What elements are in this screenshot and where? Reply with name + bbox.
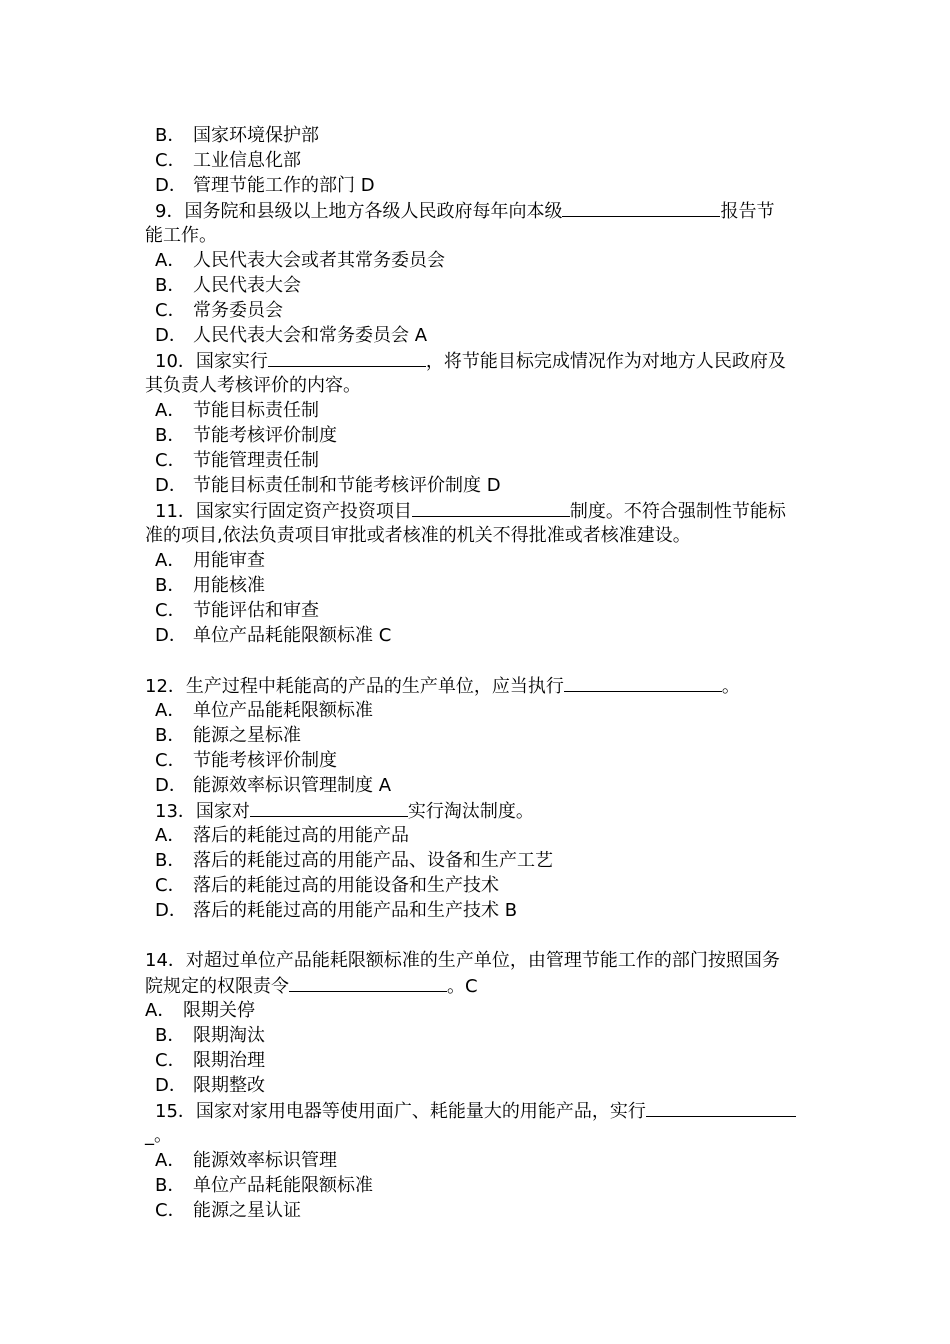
option-letter: A．: [145, 1000, 176, 1021]
option-text: 节能评估和审查: [193, 600, 319, 621]
option-letter: A．: [155, 550, 186, 571]
fill-in-blank: [289, 973, 447, 992]
option-text: 工业信息化部: [193, 150, 301, 171]
option-letter: B．: [155, 275, 186, 296]
answer-option: [145, 848, 810, 873]
option-text: 落后的耗能过高的用能设备和生产技术: [193, 875, 499, 896]
answer-option: [145, 398, 810, 423]
option-text: 单位产品能耗限额标准: [193, 700, 373, 721]
option-text: 节能考核评价制度: [193, 425, 337, 446]
answer-option: [145, 148, 810, 173]
option-text: 限期淘汰: [193, 1025, 265, 1046]
answer-option: [145, 623, 810, 648]
option-letter: D．: [155, 1075, 187, 1096]
option-letter: C．: [155, 1050, 186, 1071]
option-text: 限期治理: [193, 1050, 265, 1071]
option-text: 单位产品耗能限额标准: [193, 1175, 373, 1196]
option-letter: A．: [155, 825, 186, 846]
option-text: 节能目标责任制: [193, 400, 319, 421]
option-letter: D．: [155, 325, 187, 346]
question-text-after-blank: 报告节: [720, 201, 775, 222]
question-stem: [145, 198, 810, 223]
answer-option: [145, 998, 810, 1023]
option-letter: B．: [155, 125, 186, 146]
fill-in-blank: [646, 1098, 796, 1117]
document-page: [145, 123, 810, 1223]
question-stem: [145, 948, 810, 973]
option-letter: C．: [155, 875, 186, 896]
question-stem: [145, 348, 810, 373]
question-text: _。: [145, 1125, 172, 1146]
option-letter: A．: [155, 250, 186, 271]
answer-option: [145, 1198, 810, 1223]
option-letter: A．: [155, 400, 186, 421]
option-text: 节能考核评价制度: [193, 750, 337, 771]
answer-option: [145, 1023, 810, 1048]
question-continuation: [145, 223, 810, 248]
question-stem: [145, 973, 810, 998]
option-text: 国家环境保护部: [193, 125, 319, 146]
question-text: 9．国务院和县级以上地方各级人民政府每年向本级: [155, 201, 563, 222]
answer-option: [145, 448, 810, 473]
option-letter: D．: [155, 475, 187, 496]
question-continuation: [145, 373, 810, 398]
option-text: 人民代表大会: [193, 275, 301, 296]
option-text: 落后的耗能过高的用能产品: [193, 825, 409, 846]
question-text: 10．国家实行: [155, 351, 268, 372]
option-text: 限期整改: [193, 1075, 265, 1096]
option-letter: C．: [155, 450, 186, 471]
answer-option: [145, 123, 810, 148]
question-stem: [145, 798, 810, 823]
option-text: 用能审查: [193, 550, 265, 571]
option-text: 落后的耗能过高的用能产品、设备和生产工艺: [193, 850, 553, 871]
answer-option: [145, 248, 810, 273]
option-letter: C．: [155, 150, 186, 171]
answer-option: [145, 273, 810, 298]
answer-option: [145, 323, 810, 348]
question-text-after-blank: ，将节能目标完成情况作为对地方人民政府及: [425, 351, 786, 372]
fill-in-blank: [564, 673, 722, 692]
fill-in-blank: [250, 798, 408, 817]
question-text-after-blank: 制度。不符合强制性节能标: [569, 501, 786, 522]
blank-line-spacer: [145, 923, 810, 948]
option-letter: D．: [155, 175, 187, 196]
option-letter: A．: [155, 1150, 186, 1171]
option-letter: B．: [155, 1175, 186, 1196]
question-text: 15．国家对家用电器等使用面广、耗能量大的用能产品，实行: [155, 1101, 646, 1122]
answer-option: [145, 1048, 810, 1073]
question-text: 能工作。: [145, 225, 217, 246]
option-text: 节能目标责任制和节能考核评价制度 D: [193, 475, 501, 496]
answer-option: [145, 898, 810, 923]
question-stem: [145, 498, 810, 523]
answer-option: [145, 173, 810, 198]
fill-in-blank: [268, 348, 426, 367]
option-text: 限期关停: [183, 1000, 255, 1021]
option-letter: D．: [155, 900, 187, 921]
option-text: 用能核准: [193, 575, 265, 596]
option-letter: D．: [155, 625, 187, 646]
answer-option: [145, 1173, 810, 1198]
answer-option: [145, 548, 810, 573]
answer-option: [145, 573, 810, 598]
question-text: 13．国家对: [155, 801, 250, 822]
option-text: 能源效率标识管理制度 A: [193, 775, 392, 796]
answer-option: [145, 423, 810, 448]
option-letter: C．: [155, 750, 186, 771]
option-text: 常务委员会: [193, 300, 283, 321]
question-text: 准的项目,依法负责项目审批或者核准的机关不得批准或者核准建设。: [145, 525, 691, 546]
option-text: 能源效率标识管理: [193, 1150, 337, 1171]
option-text: 能源之星认证: [193, 1200, 301, 1221]
option-letter: B．: [155, 850, 186, 871]
option-text: 落后的耗能过高的用能产品和生产技术 B: [193, 900, 518, 921]
option-letter: C．: [155, 1200, 186, 1221]
question-continuation: [145, 1123, 810, 1148]
answer-option: [145, 1073, 810, 1098]
fill-in-blank: [412, 498, 570, 517]
option-text: 单位产品耗能限额标准 C: [193, 625, 392, 646]
option-text: 人民代表大会和常务委员会 A: [193, 325, 428, 346]
option-text: 人民代表大会或者其常务委员会: [193, 250, 445, 271]
answer-option: [145, 748, 810, 773]
option-letter: B．: [155, 425, 186, 446]
fill-in-blank: [562, 198, 720, 217]
option-letter: C．: [155, 600, 186, 621]
option-letter: B．: [155, 575, 186, 596]
answer-option: [145, 723, 810, 748]
answer-option: [145, 823, 810, 848]
option-letter: D．: [155, 775, 187, 796]
question-text: 11．国家实行固定资产投资项目: [155, 501, 412, 522]
option-text: 节能管理责任制: [193, 450, 319, 471]
option-letter: A．: [155, 700, 186, 721]
option-letter: B．: [155, 1025, 186, 1046]
question-stem: [145, 1098, 810, 1123]
question-text-after-blank: 。C: [447, 976, 478, 997]
question-text: 14．对超过单位产品能耗限额标准的生产单位，由管理节能工作的部门按照国务: [145, 950, 780, 971]
answer-option: [145, 873, 810, 898]
option-letter: C．: [155, 300, 186, 321]
answer-option: [145, 698, 810, 723]
answer-option: [145, 773, 810, 798]
question-text-after-blank: 。: [721, 676, 740, 697]
blank-line-spacer: [145, 648, 810, 673]
option-text: 能源之星标准: [193, 725, 301, 746]
question-text: 12．生产过程中耗能高的产品的生产单位，应当执行: [145, 676, 564, 697]
answer-option: [145, 1148, 810, 1173]
question-text: 院规定的权限责令: [145, 976, 289, 997]
question-text-after-blank: 实行淘汰制度。: [407, 801, 534, 822]
option-letter: B．: [155, 725, 186, 746]
question-stem: [145, 673, 810, 698]
question-continuation: [145, 523, 810, 548]
question-text: 其负责人考核评价的内容。: [145, 375, 361, 396]
answer-option: [145, 473, 810, 498]
answer-option: [145, 298, 810, 323]
option-text: 管理节能工作的部门 D: [193, 175, 375, 196]
answer-option: [145, 598, 810, 623]
